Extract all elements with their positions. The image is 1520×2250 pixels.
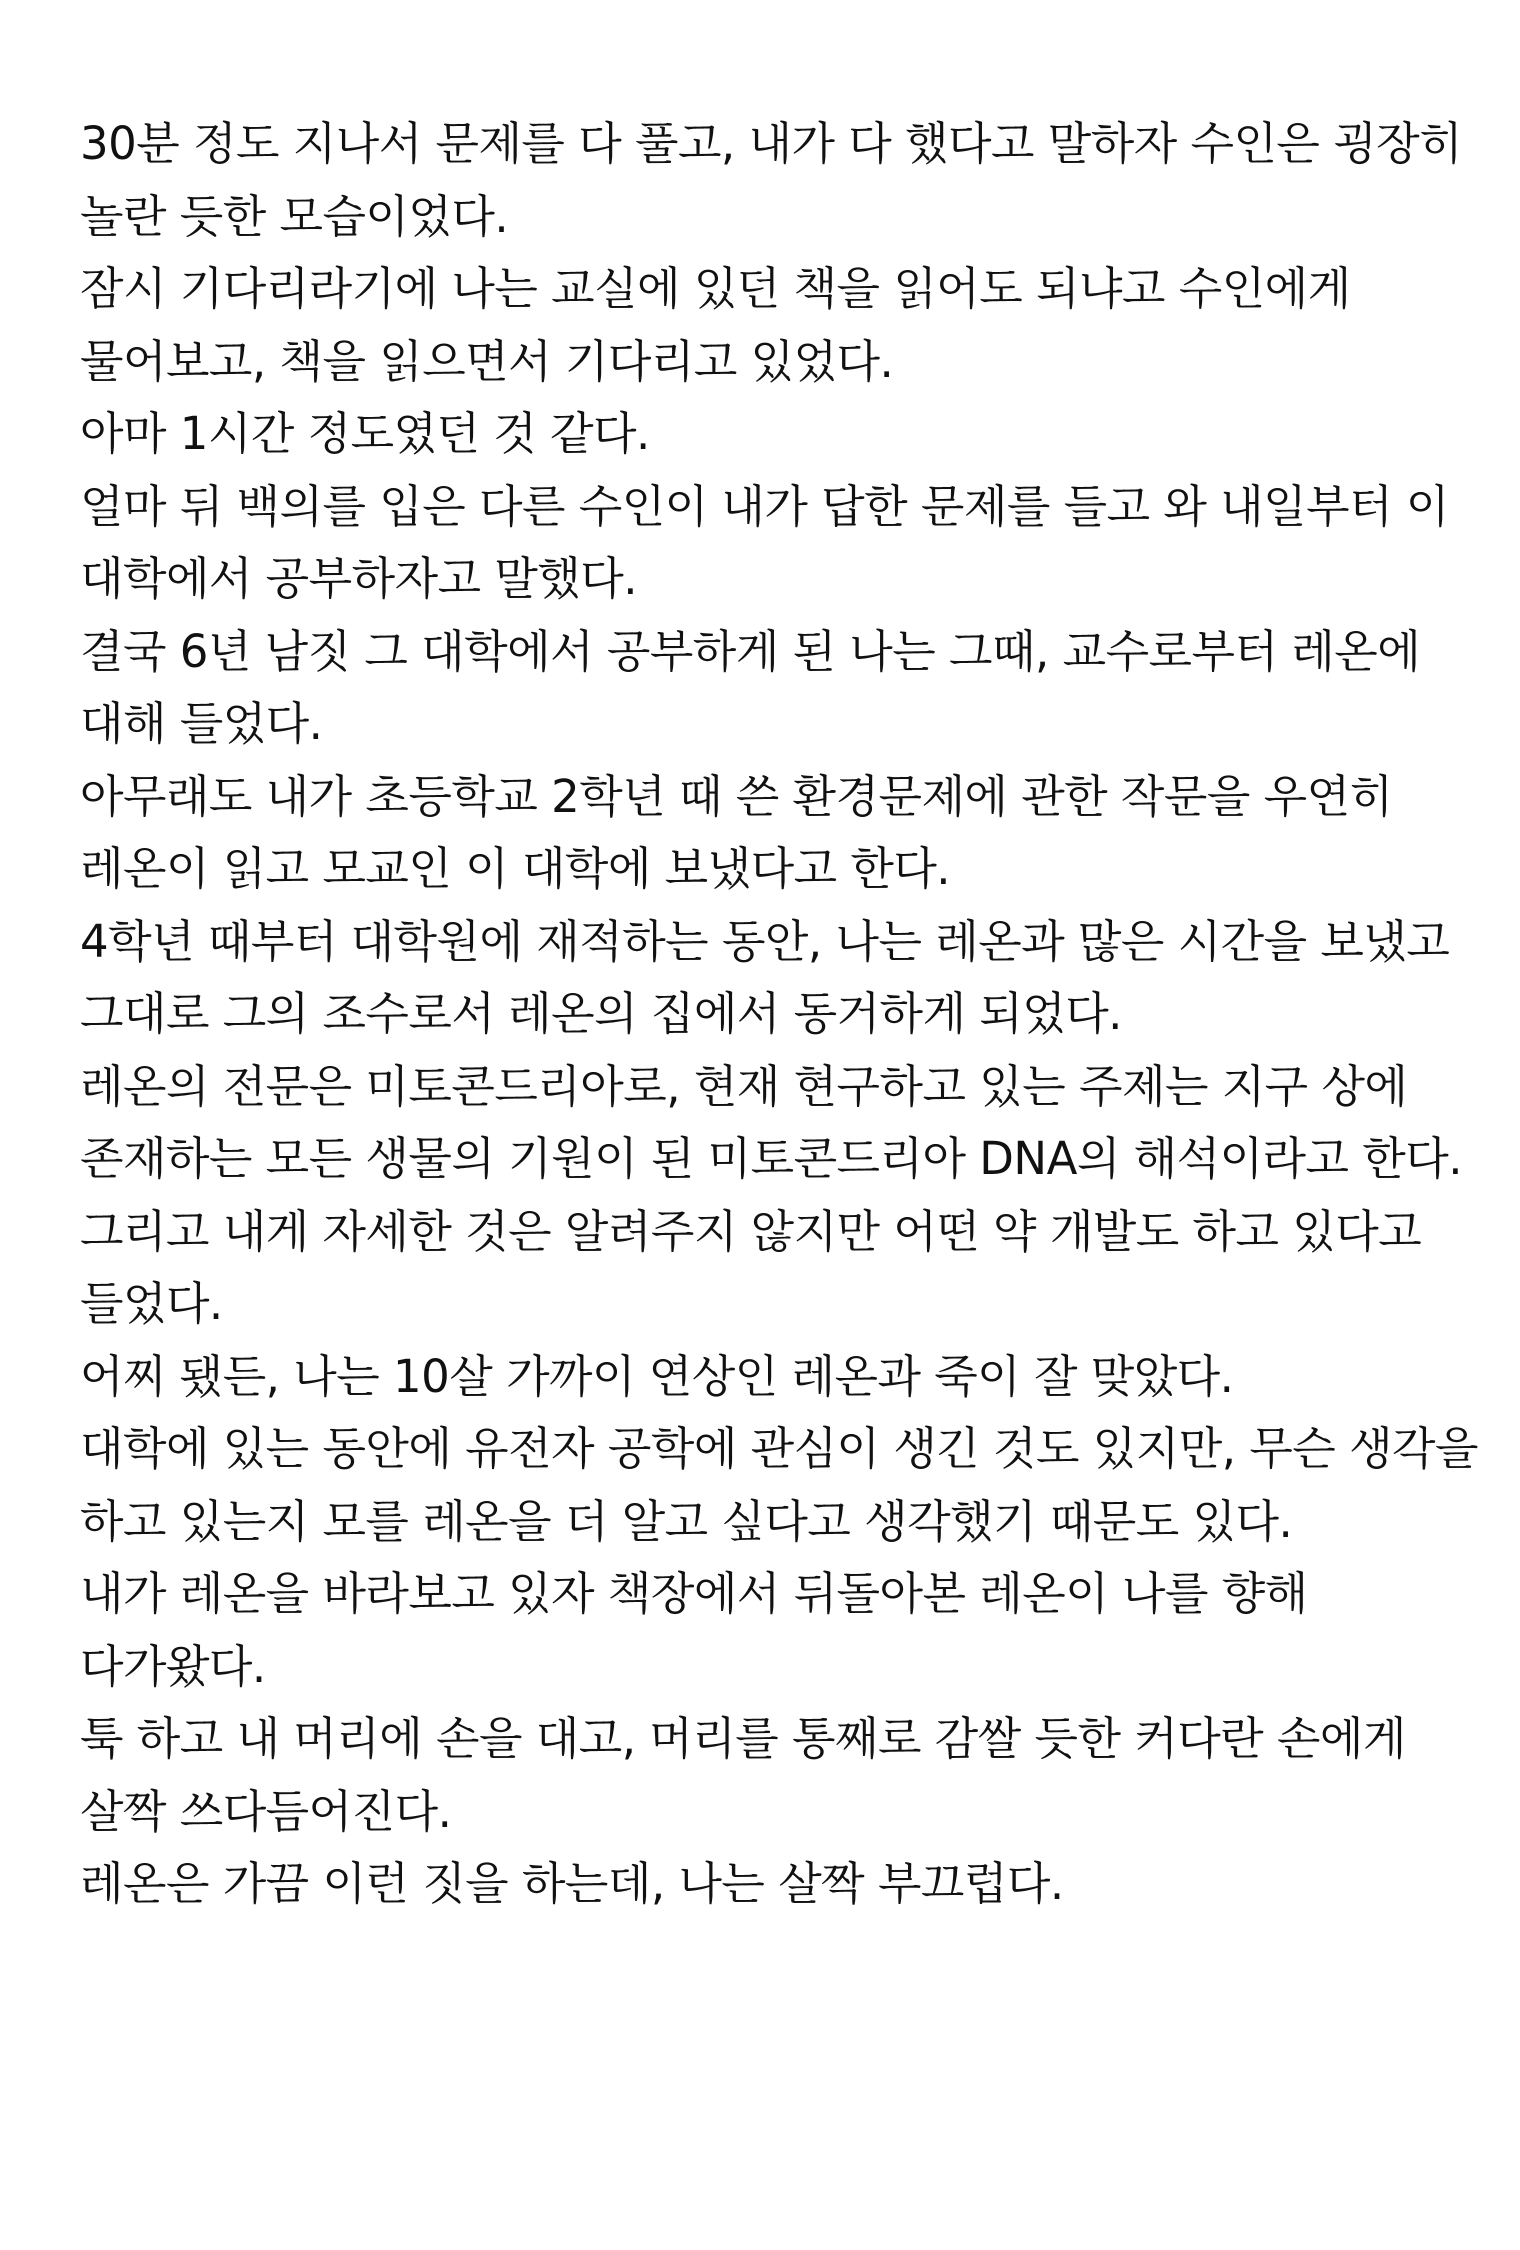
text-line: 아무래도 내가 초등학교 2학년 때 쓴 환경문제에 관한 작문을 우연히 — [80, 769, 1393, 823]
text-line: 그리고 내게 자세한 것은 알려주지 않지만 어떤 약 개발도 하고 있다고 — [80, 1204, 1422, 1258]
text-line: 살짝 쓰다듬어진다. — [80, 1784, 452, 1838]
text-line: 대해 들었다. — [80, 697, 323, 750]
text-line: 얼마 뒤 백의를 입은 다른 수인이 내가 답한 문제를 들고 와 내일부터 이 — [80, 479, 1449, 533]
text-line: 레온은 가끔 이런 짓을 하는데, 나는 살짝 부끄럽다. — [80, 1857, 1064, 1910]
text-line: 대학에서 공부하자고 말했다. — [80, 552, 638, 605]
text-line: 툭 하고 내 머리에 손을 대고, 머리를 통째로 감쌀 듯한 커다란 손에게 — [80, 1712, 1406, 1765]
text-line: 결국 6년 남짓 그 대학에서 공부하게 된 나는 그때, 교수로부터 레온에 — [80, 624, 1421, 678]
text-line: 어찌 됐든, 나는 10살 가까이 연상인 레온과 죽이 잘 맞았다. — [80, 1349, 1234, 1403]
text-line: 아마 1시간 정도였던 것 같다. — [80, 407, 650, 460]
text-line: 30분 정도 지나서 문제를 다 풀고, 내가 다 했다고 말하자 수인은 굉장히 — [80, 117, 1463, 170]
text-line: 그대로 그의 조수로서 레온의 집에서 동거하게 되었다. — [80, 987, 1122, 1040]
text-line: 잠시 기다리라기에 나는 교실에 있던 책을 읽어도 되냐고 수인에게 — [80, 262, 1351, 315]
text-line: 물어보고, 책을 읽으면서 기다리고 있었다. — [80, 334, 894, 388]
text-line: 내가 레온을 바라보고 있자 책장에서 뒤돌아본 레온이 나를 향해 — [80, 1567, 1308, 1620]
text-line: 대학에 있는 동안에 유전자 공학에 관심이 생긴 것도 있지만, 무슨 생각을 — [80, 1422, 1478, 1475]
text-line: 들었다. — [80, 1277, 223, 1330]
text-line: 다가왔다. — [80, 1639, 266, 1693]
text-line: 하고 있는지 모를 레온을 더 알고 싶다고 생각했기 때문도 있다. — [80, 1494, 1293, 1548]
text-line: 레온의 전문은 미토콘드리아로, 현재 현구하고 있는 주제는 지구 상에 — [80, 1059, 1408, 1113]
text-line: 존재하는 모든 생물의 기원이 된 미토콘드리아 DNA의 해석이라고 한다. — [80, 1132, 1463, 1185]
text-line: 레온이 읽고 모교인 이 대학에 보냈다고 한다. — [80, 842, 951, 895]
text-line: 놀란 듯한 모습이었다. — [80, 189, 509, 243]
document-page — [80, 108, 1480, 1921]
text-line: 4학년 때부터 대학원에 재적하는 동안, 나는 레온과 많은 시간을 보냈고 — [80, 914, 1450, 968]
